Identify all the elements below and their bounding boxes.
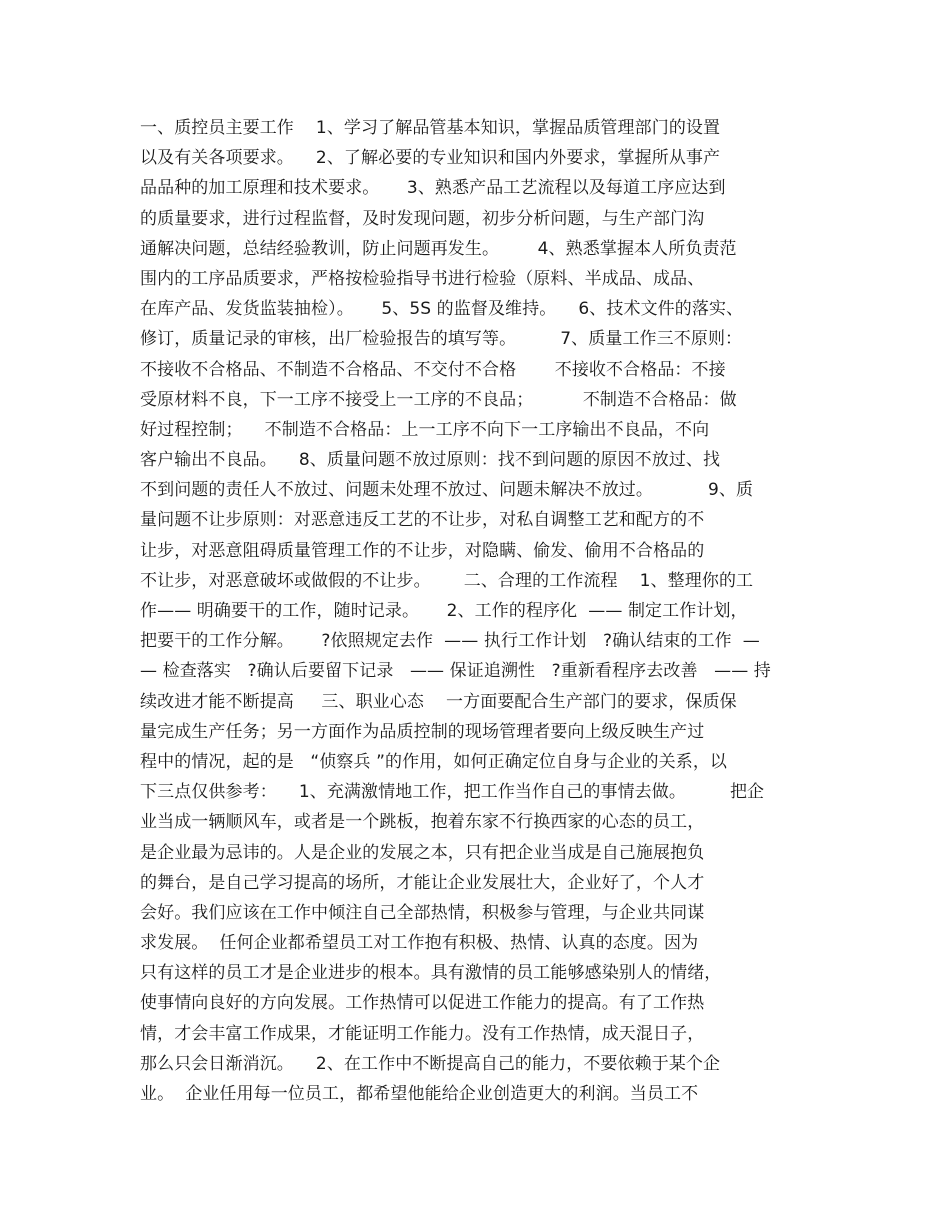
text-line: 下三点仅供参考： 1、充满激情地工作，把工作当作自己的事情去做。 把企 (140, 782, 765, 803)
text-line: 好过程控制； 不制造不合格品：上一工序不向下一工序输出不良品，不向 (140, 419, 710, 440)
text-line: 以及有关各项要求。 2、了解必要的专业知识和国内外要求，掌握所从事产 (140, 148, 721, 169)
text-line: 的舞台，是自己学习提高的场所，才能让企业发展壮大，企业好了，个人才 (140, 872, 705, 893)
text-line: 业当成一辆顺风车，或者是一个跳板，抱着东家不行换西家的心态的员工， (140, 812, 705, 833)
text-line: 围内的工序品质要求，严格按检验指导书进行检验（原料、半成品、成品、 (140, 268, 705, 289)
text-line: 让步，对恶意阻碍质量管理工作的不让步，对隐瞒、偷发、偷用不合格品的 (140, 540, 705, 561)
text-line: — 检查落实 ?确认后要留下记录 —— 保证追溯性 ?重新看程序去改善 —— 持 (140, 661, 771, 682)
text-line: 不让步，对恶意破坏或做假的不让步。 二、合理的工作流程 1、整理你的工 (140, 570, 754, 591)
text-line: 作—— 明确要干的工作，随时记录。 2、工作的程序化 —— 制定工作计划， (140, 601, 748, 621)
text-line: 量完成生产任务；另一方面作为品质控制的现场管理者要向上级反映生产过 (140, 721, 705, 742)
text-line: 续改进才能不断提高 三、职业心态 一方面要配合生产部门的要求，保质保 (140, 691, 737, 712)
text-line: 求发展。 任何企业都希望员工对工作抱有积极、热情、认真的态度。因为 (140, 933, 699, 954)
text-line: 使事情向良好的方向发展。工作热情可以促进工作能力的提高。有了工作热 (140, 993, 705, 1014)
text-line: 受原材料不良，下一工序不接受上一工序的不良品； 不制造不合格品：做 (140, 389, 737, 410)
text-line: 在库产品、发货监装抽检）。 5、5S 的监督及维持。 6、技术文件的落实、 (140, 299, 744, 320)
body-text (140, 113, 820, 1109)
text-line: 不到问题的责任人不放过、问题未处理不放过、问题未解决不放过。 9、质 (140, 480, 754, 501)
text-line: 客户输出不良品。 8、质量问题不放过原则：找不到问题的原因不放过、找 (140, 450, 721, 471)
text-line: 会好。我们应该在工作中倾注自己全部热情，积极参与管理，与企业共同谋 (140, 902, 705, 923)
text-line: 品品种的加工原理和技术要求。 3、熟悉产品工艺流程以及每道工序应达到 (140, 178, 726, 199)
text-line: 程中的情况，起的是 “侦察兵 ”的作用，如何正确定位自身与企业的关系，以 (140, 751, 728, 772)
text-line: 情，才会丰富工作成果，才能证明工作能力。没有工作热情，成天混日子， (140, 1023, 705, 1044)
text-line: 把要干的工作分解。 ?依照规定去作 —— 执行工作计划 ?确认结束的工作 — (140, 631, 760, 652)
text-line: 那么只会日渐消沉。 2、在工作中不断提高自己的能力，不要依赖于某个企 (140, 1053, 721, 1074)
text-line: 是企业最为忌讳的。人是企业的发展之本，只有把企业当成是自己施展抱负 (140, 842, 705, 863)
text-line: 不接收不合格品、不制造不合格品、不交付不合格 不接收不合格品：不接 (140, 359, 726, 380)
text-line: 的质量要求，进行过程监督，及时发现问题，初步分析问题，与生产部门沟 (140, 208, 705, 229)
text-line: 修订，质量记录的审核，出厂检验报告的填写等。 7、质量工作三不原则： (140, 329, 743, 350)
text-line: 量问题不让步原则：对恶意违反工艺的不让步，对私自调整工艺和配方的不 (140, 510, 705, 531)
text-line: 通解决问题，总结经验教训，防止问题再发生。 4、熟悉掌握本人所负责范 (140, 238, 737, 259)
text-line: 一、质控员主要工作 1、学习了解品管基本知识，掌握品质管理部门的设置 (140, 118, 721, 138)
text-line: 只有这样的员工才是企业进步的根本。具有激情的员工能够感染别人的情绪， (140, 963, 722, 984)
text-line: 业。 企业任用每一位员工，都希望他能给企业创造更大的利润。当员工不 (140, 1084, 699, 1104)
